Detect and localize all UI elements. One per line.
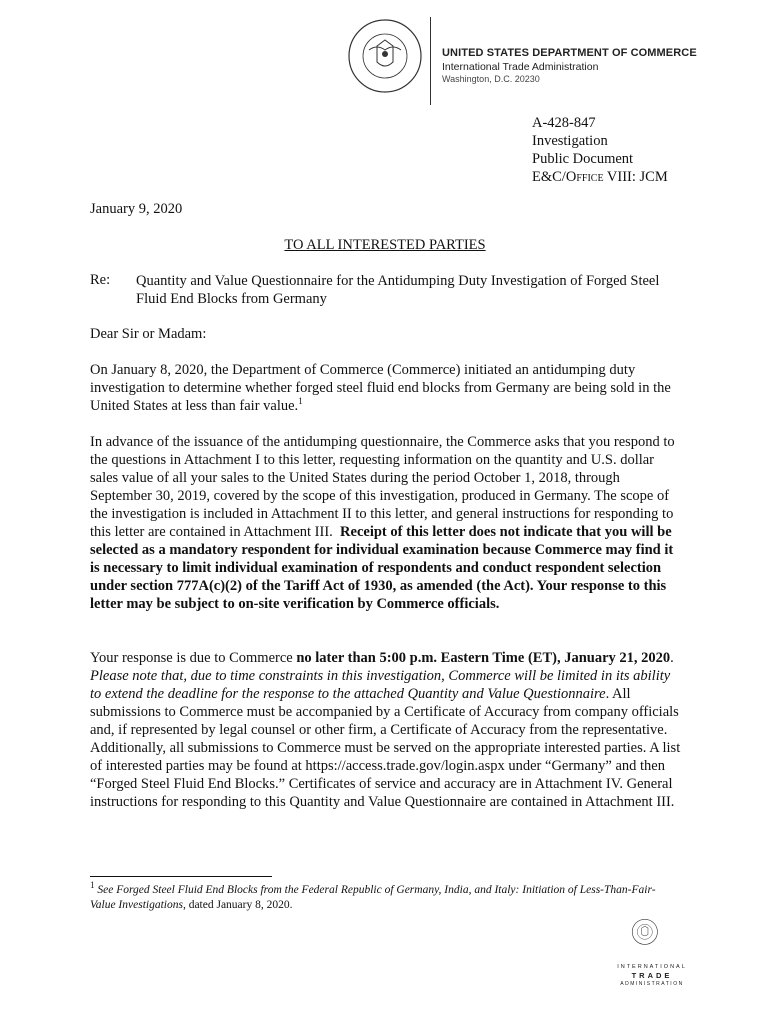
extension-notice: Please note that, due to time constraints in this investigation, Commerce will be limited in its ability to extend the deadline for the response to the attached Quantity and Value Questionnaire bbox=[90, 668, 671, 702]
subject-line: Quantity and Value Questionnaire for the Antidumping Duty Investigation of Forged Steel Fluid End Blocks from Germany bbox=[136, 273, 660, 307]
paragraph-request: In advance of the issuance of the antidumping questionnaire, the Commerce asks that you respond to the questions in Attachment I to this letter, requesting information on the quantity and U.S. dollar sales value of all your sales to the United States during the period October 1, 2018, through September 30, 2019, covered by the scope of this investigation, produced in Germany. The scope of the investigation is included in Attachment II to this letter, and general instructions for responding to this letter are contained in Attachment III. Receipt of this letter does not indicate that you will be selected as a mandatory respondent for individual examination because Commerce may find it is necessary to limit individual examination of respondents and conduct respondent selection under section 777A(c)(2) of the Tariff Act of 1930, as amended (the Act). Your response to this letter may be subject to on-site verification by Commerce officials. bbox=[90, 434, 675, 612]
case-number: A-428-847 bbox=[532, 115, 596, 131]
commerce-seal-icon bbox=[347, 18, 423, 94]
footnote: $^1$ See Forged Steel Fluid End Blocks from the Federal Republic of Germany, India, and Italy: Initiation of Less-Than-Fair-Value Investigations, dated January 8, 2020. bbox=[90, 880, 656, 911]
ita-logo-line1: INTERNATIONAL bbox=[617, 964, 687, 970]
addressee-line: TO ALL INTERESTED PARTIES bbox=[284, 237, 486, 253]
department-address: Washington, D.C. 20230 bbox=[442, 74, 540, 84]
deadline-text: no later than 5:00 p.m. Eastern Time (ET), January 21, 2020 bbox=[296, 650, 671, 666]
footnote-divider bbox=[90, 876, 272, 877]
paragraph-initiation: On January 8, 2020, the Department of Commerce (Commerce) initiated an antidumping duty investigation to determine whether forged steel fluid end blocks from Germany are being sold in the United States at less than fair value.$^1$ bbox=[90, 362, 671, 414]
case-type: Investigation bbox=[532, 133, 608, 149]
respondent-notice: Receipt of this letter does not indicate that you will be selected as a mandatory respondent for individual examination because Commerce may find it is necessary to limit individual examination of respondents and conduct respondent selection under section 777A(c)(2) of the Tariff Act of 1930, as amended (the Act). Your response to this letter may be subject to on-site verification by Commerce officials. bbox=[90, 524, 674, 612]
ita-seal-icon bbox=[631, 918, 675, 962]
paragraph-deadline: Your response is due to Commerce no later than 5:00 p.m. Eastern Time (ET), January 21, 2020. Please note that, due to time constraints in this investigation, Commerce will be limited in its ability to extend the deadline for the response to the attached Quantity and Value Questionnaire. All submissions to Commerce must be accompanied by a Certificate of Accuracy from company officials and, if represented by legal counsel or other firm, a Certificate of Accuracy from the representative. Additionally, all submissions to Commerce must be served on the appropriate interested parties. A list of interested parties may be found at https://access.trade.gov/login.aspx under “Germany” and then “Forged Steel Fluid End Blocks.” Certificates of service and accuracy are in Attachment IV. General instructions for responding to this Quantity and Value Questionnaire are contained in Attachment III. bbox=[90, 650, 681, 810]
case-info-block bbox=[532, 114, 668, 186]
ita-logo-line3: ADMINISTRATION bbox=[620, 981, 684, 987]
re-label: Re: bbox=[90, 272, 111, 288]
department-name: UNITED STATES DEPARTMENT OF COMMERCE bbox=[442, 47, 697, 59]
letterhead-divider bbox=[430, 17, 431, 105]
salutation: Dear Sir or Madam: bbox=[90, 326, 207, 342]
ita-logo-line2: TRADE bbox=[631, 971, 673, 980]
letter-date: January 9, 2020 bbox=[90, 201, 183, 217]
agency-name: International Trade Administration bbox=[442, 61, 599, 73]
document-access: Public Document bbox=[532, 151, 634, 167]
office-code: E&C/Office VIII: JCM bbox=[532, 169, 668, 185]
footnote-reference: 1 bbox=[298, 396, 303, 407]
